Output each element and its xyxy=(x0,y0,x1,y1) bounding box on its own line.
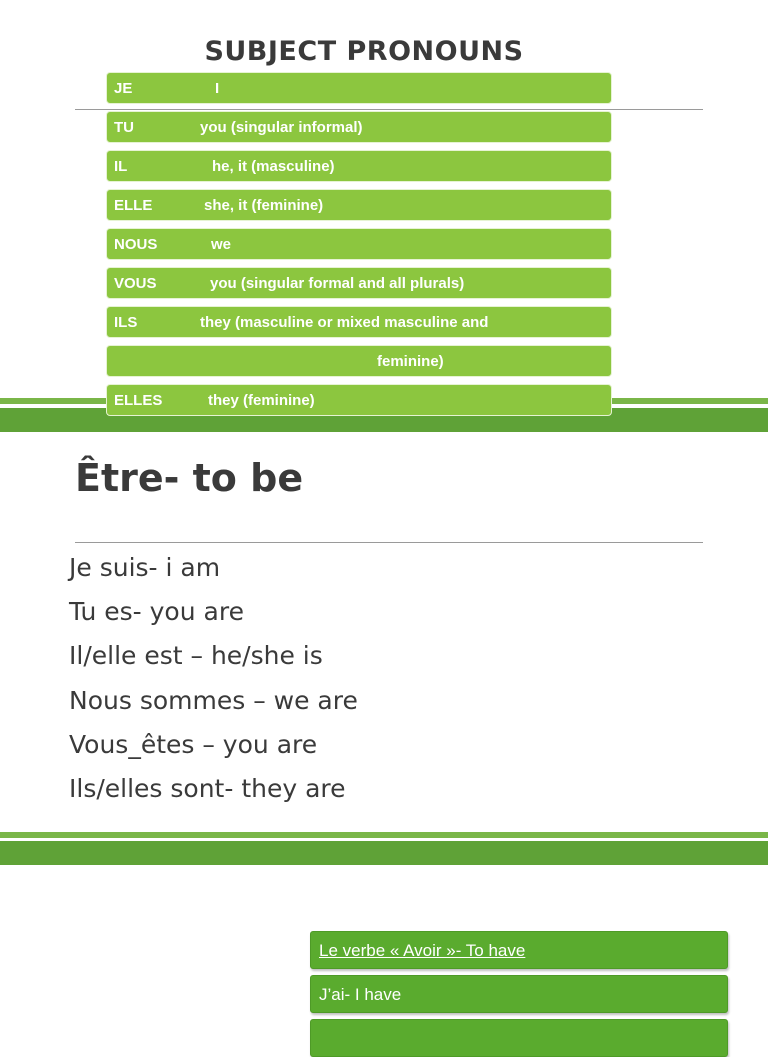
conjugation-line: Il/elle est – he/she is xyxy=(69,641,323,670)
pronoun-label: ELLE xyxy=(114,197,153,214)
conjugation-line: Tu es- you are xyxy=(69,597,244,626)
pronoun-row-elle xyxy=(106,189,612,221)
avoir-link[interactable]: Le verbe « Avoir »- To have xyxy=(319,941,526,960)
title-divider xyxy=(75,542,703,543)
pronoun-row-il xyxy=(106,150,612,182)
pronoun-label: IL xyxy=(114,158,128,175)
slide-title: SUBJECT PRONOUNS xyxy=(204,36,524,67)
pronoun-row-elles xyxy=(106,384,612,416)
pronoun-meaning: you (singular informal) xyxy=(200,119,363,136)
conjugation-line: Ils/elles sont- they are xyxy=(69,774,346,803)
avoir-row xyxy=(310,975,728,1013)
pronoun-meaning: he, it (masculine) xyxy=(212,158,335,175)
pronoun-label: ILS xyxy=(114,314,138,331)
avoir-row-partial xyxy=(310,1019,728,1057)
pronoun-row-nous xyxy=(106,228,612,260)
slide-title: Être- to be xyxy=(75,456,304,500)
pronoun-label: TU xyxy=(114,119,134,136)
conjugation-line: Nous sommes – we are xyxy=(69,686,358,715)
pronoun-meaning: feminine) xyxy=(377,353,444,370)
pronoun-meaning: they (feminine) xyxy=(208,392,315,409)
pronoun-meaning: she, it (feminine) xyxy=(204,197,324,214)
conjugation-line: Vous_êtes – you are xyxy=(69,730,318,759)
slide-etre xyxy=(0,432,768,865)
pronoun-row-ils-continued xyxy=(106,345,612,377)
pronoun-meaning: we xyxy=(211,236,232,253)
slide-subject-pronouns xyxy=(0,0,768,432)
avoir-header-row[interactable] xyxy=(310,931,728,969)
pronoun-meaning: you (singular formal and all plurals) xyxy=(210,275,465,292)
pronoun-label: VOUS xyxy=(114,275,157,292)
pronoun-row-tu xyxy=(106,111,612,143)
green-band-thin xyxy=(0,832,768,838)
green-band xyxy=(0,841,768,865)
pronoun-label: JE xyxy=(114,80,133,97)
title-divider xyxy=(75,109,703,110)
pronoun-meaning: I xyxy=(215,80,220,97)
pronoun-row-vous xyxy=(106,267,612,299)
slide-avoir xyxy=(0,865,768,1024)
pronoun-row-ils xyxy=(106,306,612,338)
pronoun-row-je xyxy=(106,72,612,104)
avoir-conjugation: J’ai- I have xyxy=(319,985,402,1004)
pronoun-label: ELLES xyxy=(114,392,163,409)
pronoun-label: NOUS xyxy=(114,236,158,253)
pronoun-meaning: they (masculine or mixed masculine and xyxy=(200,314,489,331)
conjugation-line: Je suis- i am xyxy=(69,553,221,582)
